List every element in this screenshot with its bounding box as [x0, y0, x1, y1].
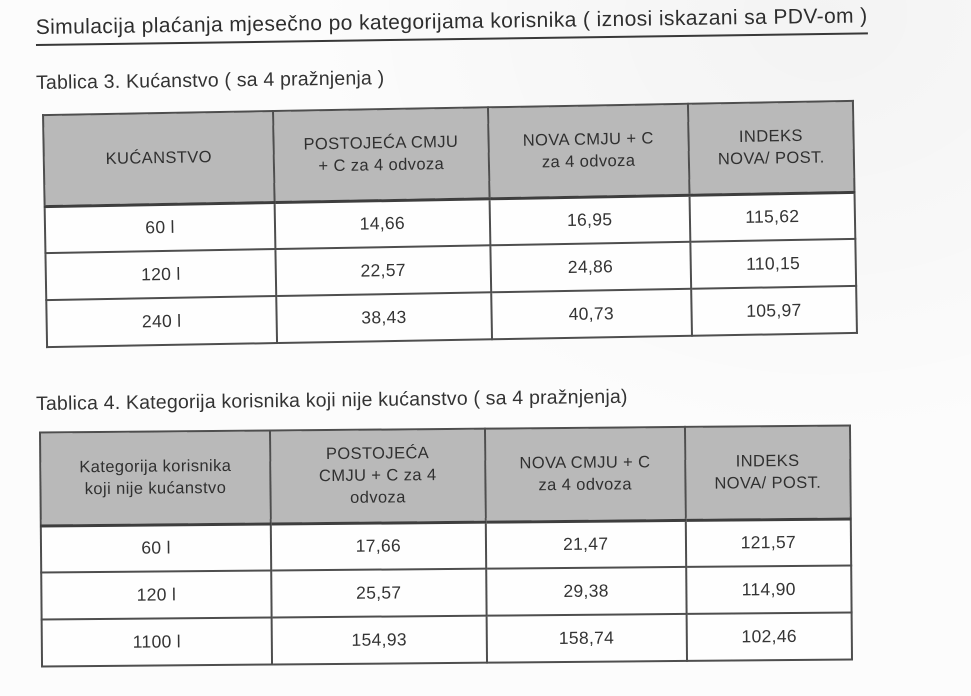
table-3-caption: Tablica 3. Kućanstvo ( sa 4 pražnjenja )	[35, 67, 385, 94]
column-header-nova-cmju: NOVA CMJU + C za 4 odvoza	[488, 104, 690, 198]
document-title: Simulacija plaćanja mjesečno po kategorijama korisnika ( iznosi iskazani sa PDV-om )	[36, 4, 868, 46]
table-4-caption: Tablica 4. Kategorija korisnika koji nije kućanstvo ( sa 4 pražnjenja)	[35, 385, 628, 415]
row-label: 60 l	[45, 202, 276, 253]
table-row	[41, 518, 851, 572]
row-label: 240 l	[46, 296, 277, 347]
column-header-kategorija-korisnika: Kategorija korisnika koji nije kućanstvo	[40, 431, 271, 526]
value-cell: 158,74	[486, 614, 686, 663]
row-label: 1100 l	[42, 618, 272, 667]
row-label: 120 l	[41, 571, 271, 620]
value-cell: 25,57	[271, 569, 486, 618]
table-3	[42, 100, 858, 348]
table-4-header-row	[40, 425, 851, 525]
value-cell: 22,57	[275, 245, 490, 296]
value-cell: 114,90	[686, 565, 852, 613]
column-header-indeks: INDEKS NOVA/ POST.	[688, 101, 855, 195]
value-cell: 17,66	[271, 522, 486, 571]
value-cell: 110,15	[690, 239, 856, 289]
value-cell: 14,66	[275, 198, 490, 249]
value-cell: 102,46	[686, 612, 852, 660]
column-header-indeks: INDEKS NOVA/ POST.	[685, 425, 851, 519]
table-row	[42, 612, 852, 666]
column-header-postojeca-cmju: POSTOJEĆA CMJU + C za 4 odvoza	[273, 107, 489, 202]
row-label: 120 l	[45, 249, 276, 300]
value-cell: 24,86	[490, 242, 691, 292]
table-row	[41, 565, 851, 619]
value-cell: 154,93	[272, 616, 487, 665]
value-cell: 105,97	[691, 286, 857, 336]
table-4	[39, 424, 853, 667]
column-header-postojeca-cmju: POSTOJEĆA CMJU + C za 4 odvoza	[270, 429, 485, 524]
value-cell: 16,95	[489, 195, 690, 245]
value-cell: 40,73	[491, 289, 692, 339]
table-3-header-row	[43, 101, 854, 206]
value-cell: 21,47	[485, 520, 685, 569]
column-header-kucanstvo: KUĆANSTVO	[43, 111, 275, 206]
value-cell: 115,62	[689, 192, 855, 242]
column-header-nova-cmju: NOVA CMJU + C za 4 odvoza	[485, 427, 686, 522]
row-label: 60 l	[41, 524, 271, 573]
value-cell: 38,43	[276, 292, 491, 343]
value-cell: 29,38	[486, 567, 686, 616]
value-cell: 121,57	[686, 518, 852, 566]
